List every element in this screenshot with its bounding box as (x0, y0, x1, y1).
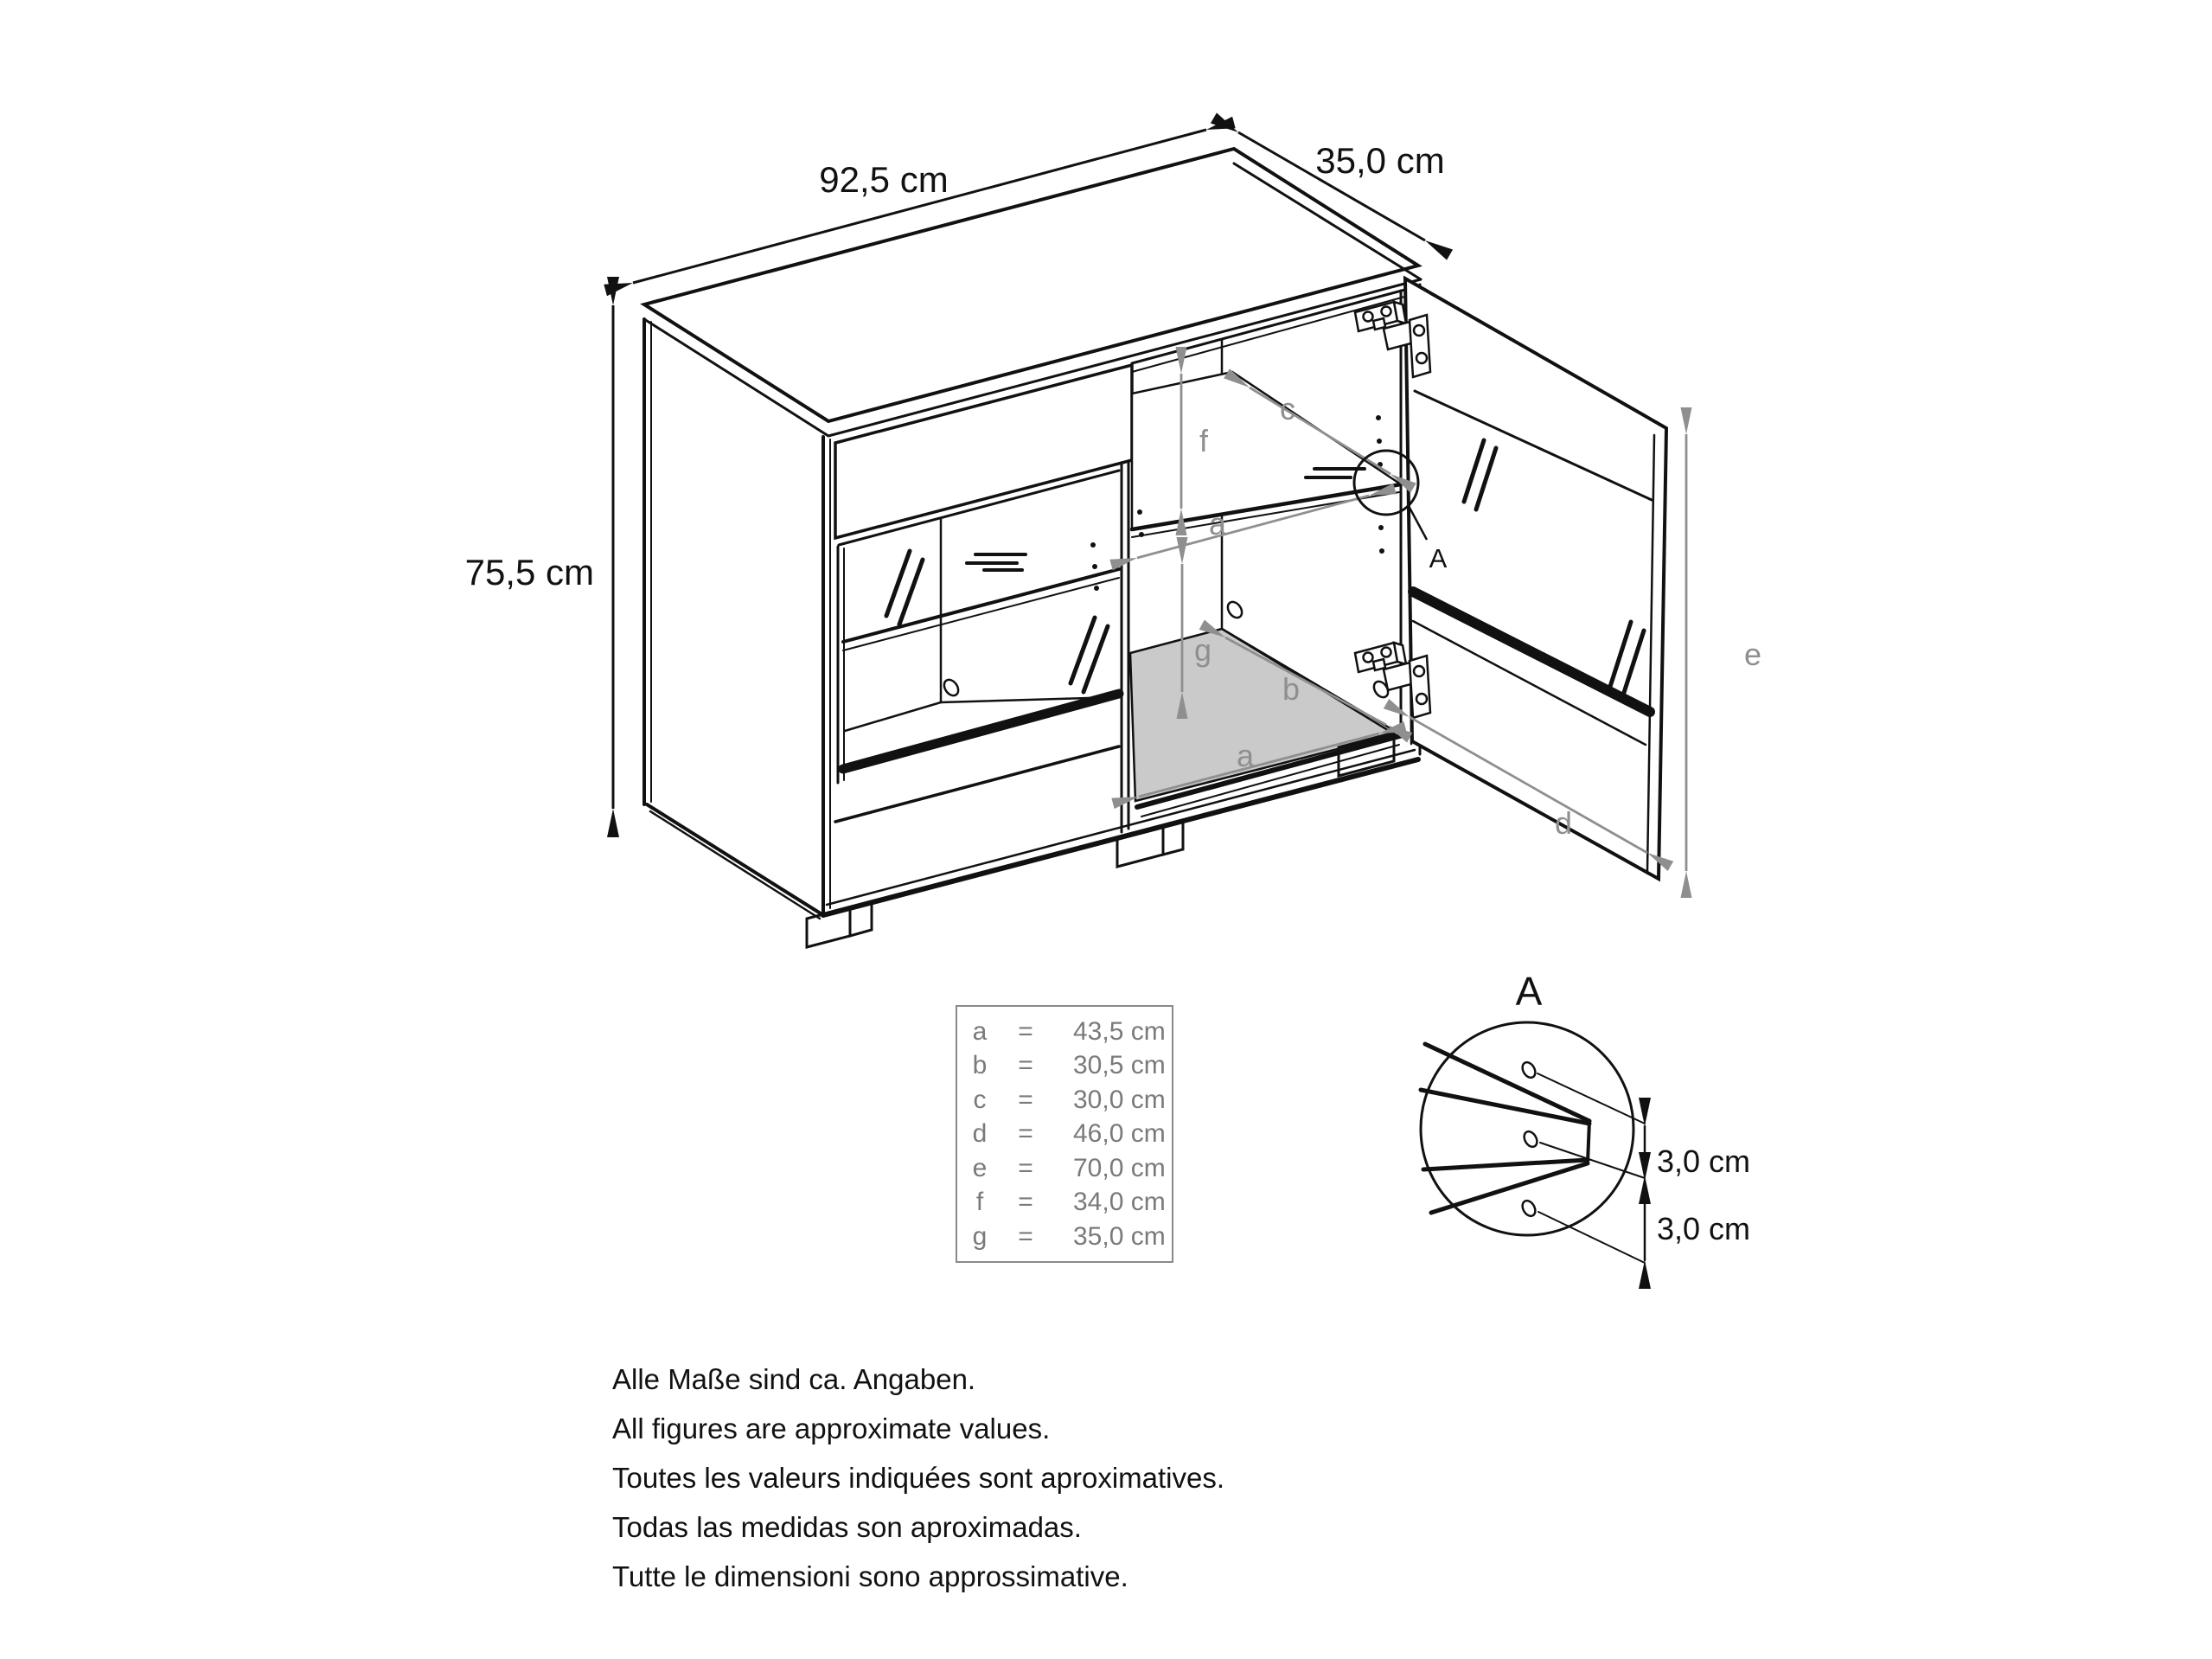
feet (807, 733, 1394, 947)
detail-view-a (1421, 1022, 1645, 1263)
depth-dimension-label: 35,0 cm (1315, 140, 1445, 181)
legend-table (956, 1005, 1173, 1263)
note-line-en: All figures are approximate values. (612, 1412, 1051, 1444)
legend-row: c = 30,0 cm (973, 1085, 1166, 1114)
detail-dim-top: 3,0 cm (1657, 1143, 1751, 1179)
legend-row: f = 34,0 cm (975, 1188, 1166, 1216)
legend-row: b = 30,5 cm (972, 1051, 1166, 1079)
detail-dim-bottom: 3,0 cm (1657, 1211, 1751, 1246)
left-interior-through-glass (843, 519, 1119, 731)
label-c: c (1280, 391, 1295, 426)
legend-row: a = 43,5 cm (972, 1016, 1166, 1046)
approximation-notes (612, 1355, 1224, 1601)
note-line-it: Tutte le dimensioni sono approssimative. (612, 1560, 1128, 1592)
legend-row: d = 46,0 cm (972, 1119, 1166, 1148)
drawer-front (835, 365, 1132, 538)
width-dimension-line (633, 130, 1206, 283)
width-dimension-label: 92,5 cm (819, 159, 949, 200)
top-panel (644, 149, 1418, 421)
label-f: f (1199, 423, 1209, 458)
legend-row: g = 35,0 cm (972, 1221, 1166, 1251)
label-e: e (1743, 637, 1762, 672)
label-a-shelf: a (1208, 506, 1227, 541)
note-line-es: Todas las medidas son aproximadas. (612, 1511, 1082, 1543)
label-a-bottom: a (1236, 738, 1255, 773)
detail-circle (1421, 1022, 1633, 1235)
detail-marker-label: A (1429, 543, 1448, 573)
left-door-top-edge (839, 471, 1119, 545)
note-line-de: Alle Maße sind ca. Angaben. (612, 1363, 976, 1395)
label-g: g (1193, 632, 1212, 668)
legend-row: e = 70,0 cm (972, 1153, 1166, 1182)
note-line-fr: Toutes les valeurs indiquées sont aproximatives. (612, 1462, 1225, 1494)
detail-view-title: A (1515, 969, 1543, 1014)
height-dimension-label: 75,5 cm (464, 552, 594, 592)
label-b: b (1282, 671, 1301, 707)
label-d: d (1554, 805, 1573, 841)
cabinet-body (644, 149, 1421, 947)
